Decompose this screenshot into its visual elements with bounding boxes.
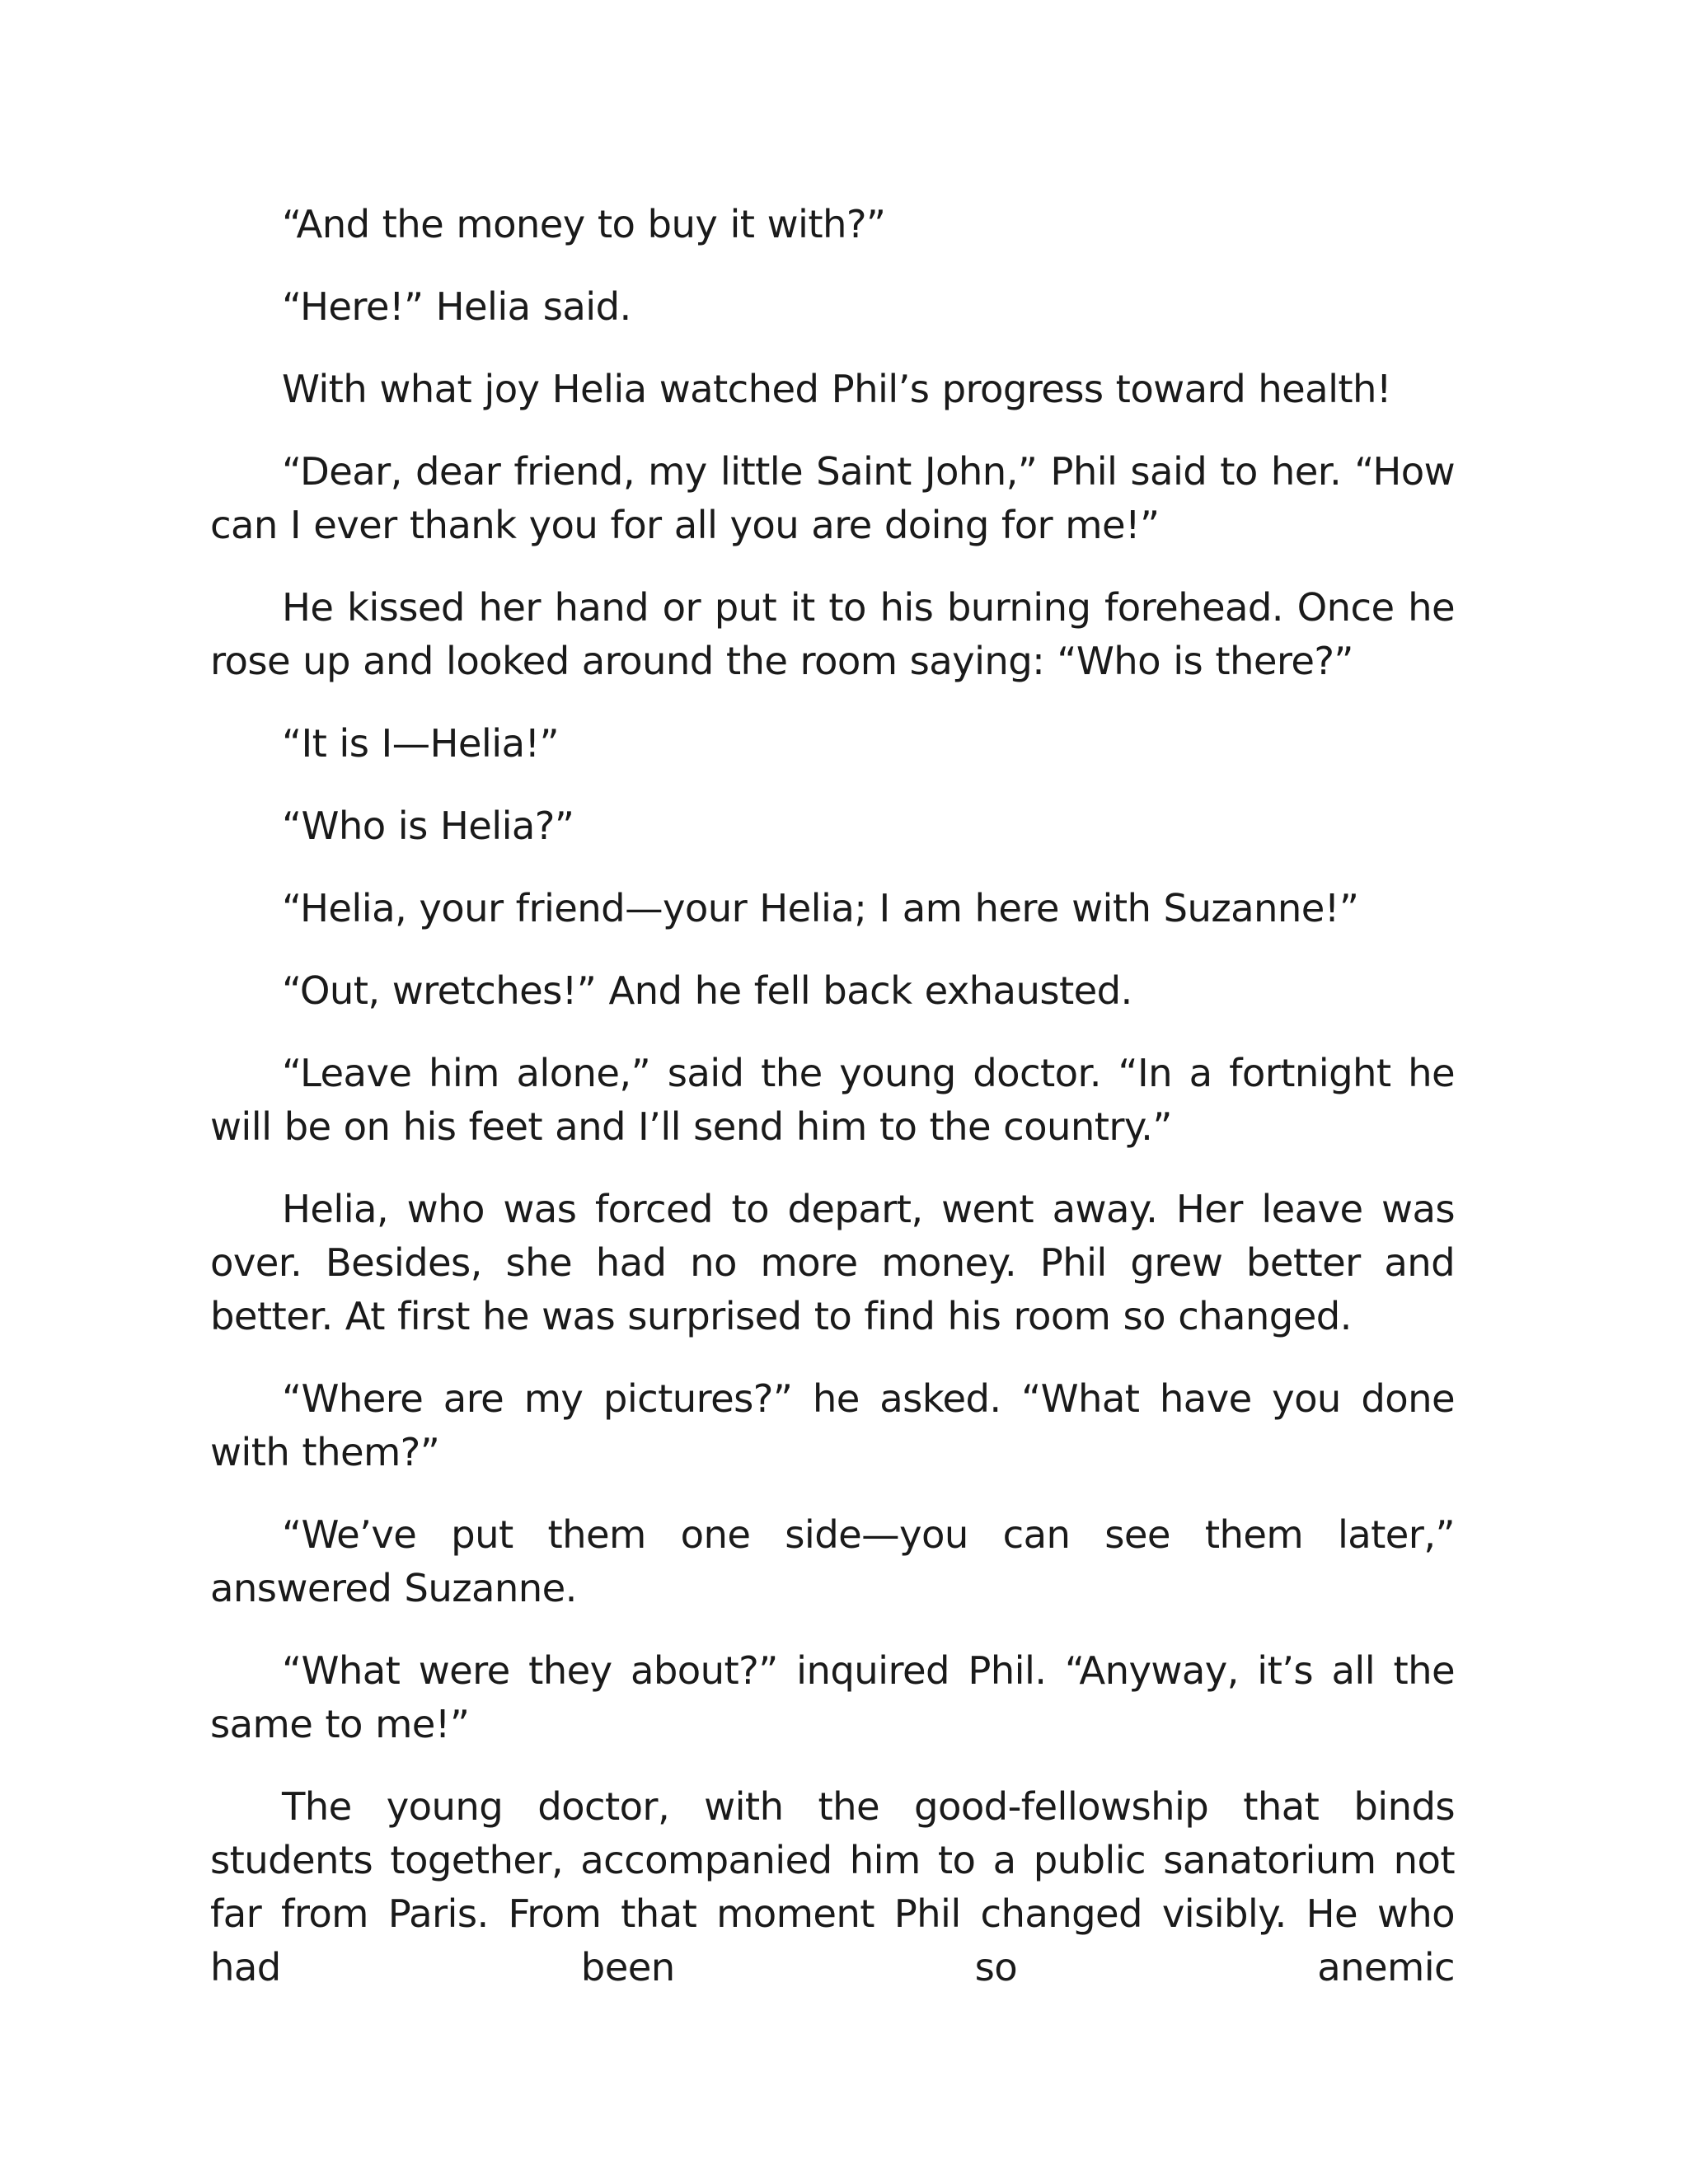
body-text — [210, 198, 1455, 1994]
paragraph: “Dear, dear friend, my little Saint John,” Phil said to her. “How can I ever thank you for all you are doing for me!” — [210, 449, 1455, 547]
paragraph: “It is I—Helia!” — [282, 721, 559, 766]
paragraph: “Helia, your friend—your Helia; I am here with Suzanne!” — [282, 886, 1359, 930]
paragraph: “Out, wretches!” And he fell back exhausted. — [282, 968, 1132, 1013]
paragraph: Helia, who was forced to depart, went away. Her leave was over. Besides, she had no more money. Phil grew better and better. At first he was surprised to find his room so changed. — [210, 1187, 1455, 1338]
paragraph: With what joy Helia watched Phil’s progress toward health! — [282, 367, 1391, 411]
paragraph: “We’ve put them one side—you can see them later,” answered Suzanne. — [210, 1512, 1455, 1610]
paragraph: “Who is Helia?” — [282, 804, 574, 848]
paragraph: “And the money to buy it with?” — [282, 202, 886, 246]
paragraph: “Leave him alone,” said the young doctor. “In a fortnight he will be on his feet and I’ll send him to the country.” — [210, 1051, 1455, 1149]
paragraph: “What were they about?” inquired Phil. “Anyway, it’s all the same to me!” — [210, 1648, 1455, 1746]
paragraph: “Where are my pictures?” he asked. “What have you done with them?” — [210, 1376, 1455, 1474]
paragraph: He kissed her hand or put it to his burning forehead. Once he rose up and looked around the room saying: “Who is there?” — [210, 585, 1455, 683]
paragraph: “Here!” Helia said. — [282, 284, 631, 329]
paragraph: The young doctor, with the good-fellowship that binds students together, accompanied him to a public sanatorium not far from Paris. From that moment Phil changed visibly. He who had been so anemic — [210, 1784, 1455, 1990]
